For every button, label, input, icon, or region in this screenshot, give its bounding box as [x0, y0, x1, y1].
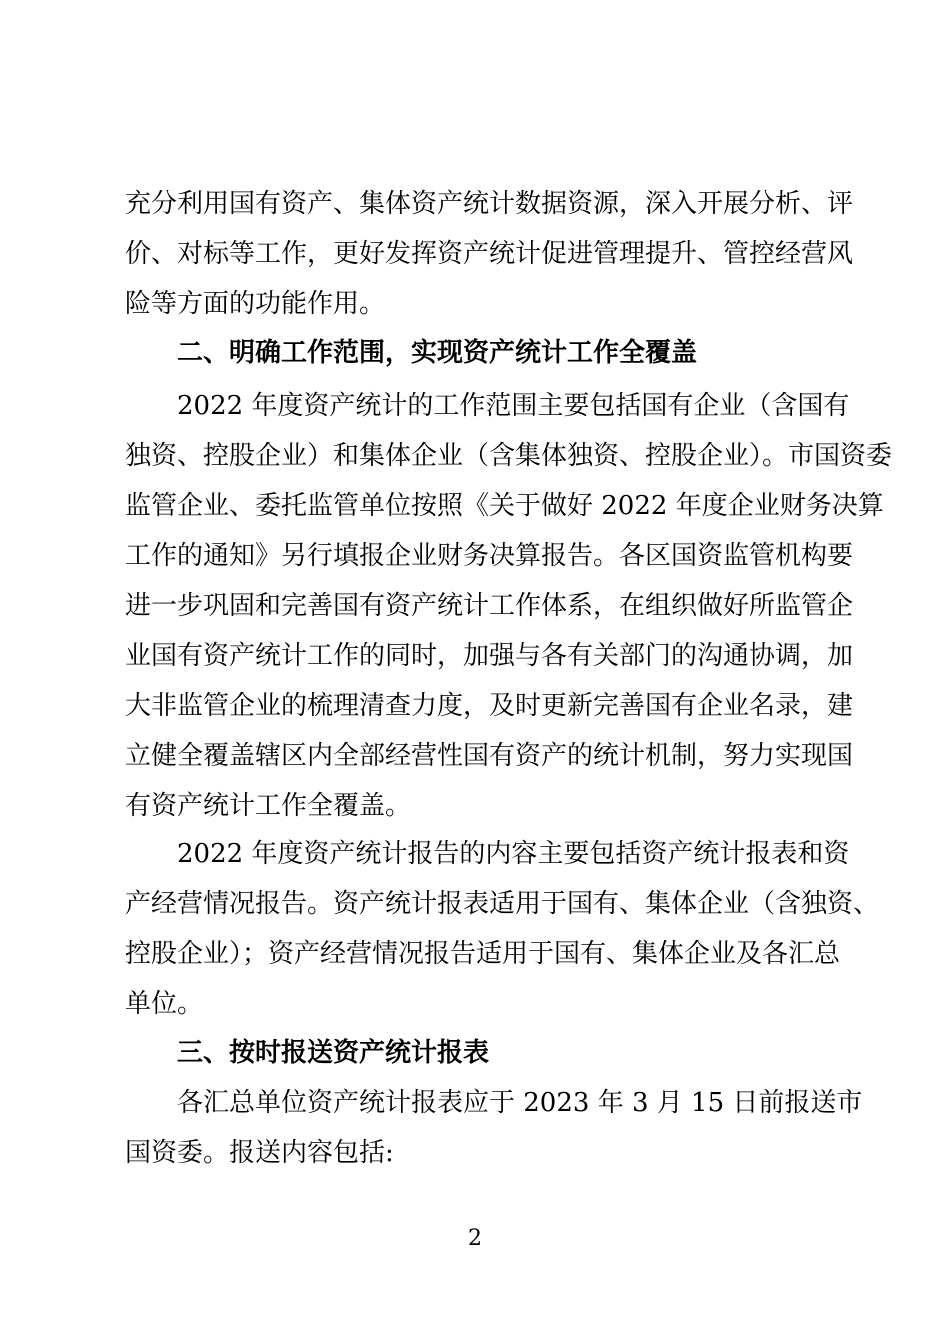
text-line: 2022 年度资产统计报告的内容主要包括资产统计报表和资 — [177, 839, 850, 869]
page-number: 2 — [468, 1226, 482, 1251]
text-line: 单位。 — [125, 989, 204, 1019]
text-line: 2022 年度资产统计的工作范围主要包括国有企业（含国有 — [177, 391, 850, 421]
text-line: 进一步巩固和完善国有资产统计工作体系，在组织做好所监管企 — [125, 591, 854, 621]
text-line: 价、对标等工作，更好发挥资产统计促进管理提升、管控经营风 — [125, 239, 854, 269]
text-line: 产经营情况报告。资产统计报表适用于国有、集体企业（含独资、 — [125, 889, 880, 919]
text-line: 有资产统计工作全覆盖。 — [125, 791, 412, 821]
text-line: 控股企业）；资产经营情况报告适用于国有、集体企业及各汇总 — [125, 939, 841, 969]
text-line: 业国有资产统计工作的同时，加强与各有关部门的沟通协调，加 — [125, 641, 854, 671]
section-heading-reporting: 三、按时报送资产统计报表 — [177, 1038, 490, 1068]
text-line: 国资委。报送内容包括: — [125, 1138, 394, 1168]
section-heading-scope: 二、明确工作范围，实现资产统计工作全覆盖 — [177, 338, 698, 368]
text-line: 险等方面的功能作用。 — [125, 289, 386, 319]
text-line: 监管企业、委托监管单位按照《关于做好 2022 年度企业财务决算 — [125, 491, 884, 521]
text-line: 工作的通知》另行填报企业财务决算报告。各区国资监管机构要 — [125, 541, 854, 571]
text-line: 各汇总单位资产统计报表应于 2023 年 3 月 15 日前报送市 — [177, 1088, 863, 1118]
text-line: 大非监管企业的梳理清查力度，及时更新完善国有企业名录，建 — [125, 691, 854, 721]
text-line: 立健全覆盖辖区内全部经营性国有资产的统计机制，努力实现国 — [125, 741, 854, 771]
text-line: 独资、控股企业）和集体企业（含集体独资、控股企业）。市国资委 — [125, 441, 893, 471]
text-line: 充分利用国有资产、集体资产统计数据资源，深入开展分析、评 — [125, 189, 854, 219]
